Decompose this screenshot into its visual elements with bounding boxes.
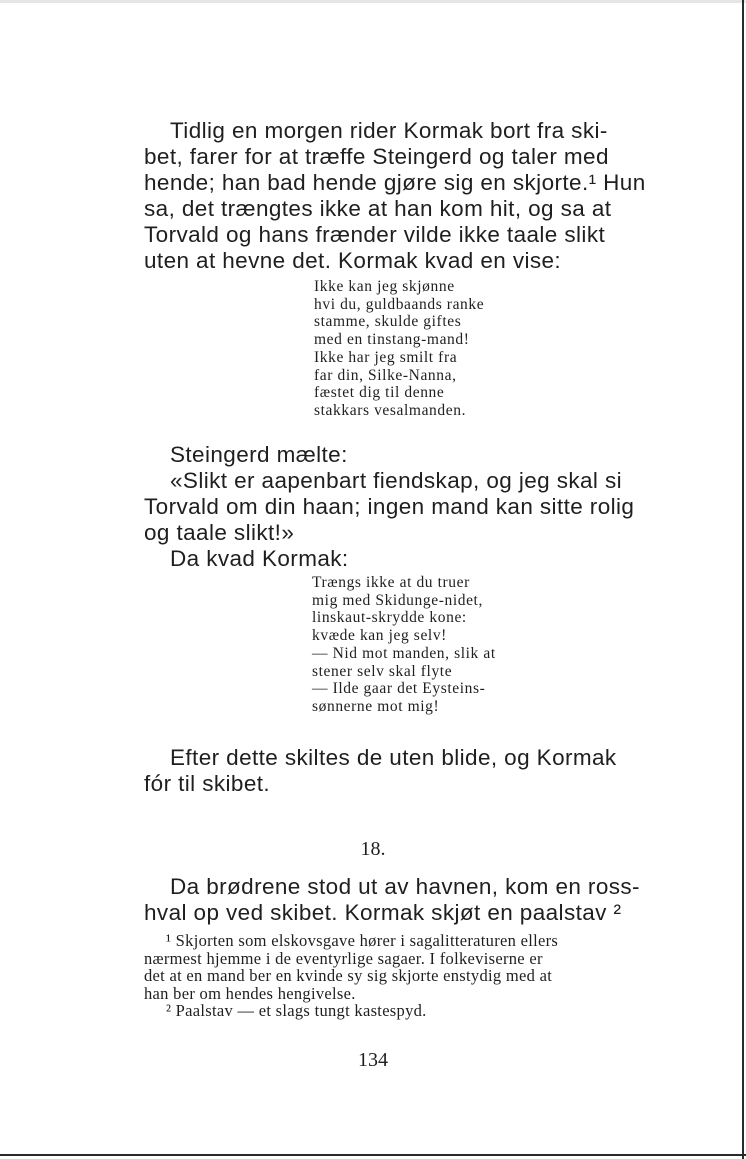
text-line: hval op ved skibet. Kormak skjøt en paalstav ² [144, 900, 622, 925]
verse-line: med en tinstang-mand! [314, 331, 470, 349]
verse-line: Trængs ikke at du truer [312, 574, 470, 591]
verse-line: linskaut-skrydde kone: [312, 609, 467, 627]
text-line: og taale slikt!» [144, 520, 295, 545]
text-line: Efter dette skiltes de uten blide, og Kormak [170, 745, 617, 770]
paragraph-3 [144, 745, 700, 797]
chapter-number: 18. [360, 838, 386, 860]
verse-line: fæstet dig til denne [314, 384, 445, 402]
verse-line: sønnerne mot mig! [312, 697, 440, 715]
paragraph-4 [144, 874, 700, 926]
verse-line: mig med Skidunge-nidet, [312, 591, 483, 609]
footnote-line: nærmest hjemme i de eventyrlige sagaer. I folkeviserne er [144, 948, 543, 968]
text-line: Torvald og hans frænder vilde ikke taale slikt [144, 222, 606, 247]
paragraph-2 [144, 442, 700, 572]
text-line: uten at hevne det. Kormak kvad en vise: [144, 248, 562, 273]
footnote-line: ¹ Skjorten som elskovsgave hører i sagalitteraturen ellers [166, 931, 559, 950]
verse-line: — Nid mot manden, slik at [312, 644, 496, 662]
text-line: Da brødrene stod ut av havnen, kom en ross- [170, 874, 640, 899]
page-right-edge [742, 0, 744, 1159]
verse-line: stamme, skulde giftes [314, 313, 462, 331]
verse-1 [314, 278, 484, 420]
paragraph-1 [144, 118, 700, 274]
page-number: 134 [358, 1049, 388, 1071]
footnote-line: det at en mand ber en kvinde sy sig skjorte enstydig med at [144, 966, 553, 986]
text-line: fór til skibet. [144, 771, 271, 796]
verse-line: hvi du, guldbaands ranke [314, 295, 485, 313]
verse-line: stakkars vesalmanden. [314, 401, 467, 419]
text-line: Steingerd mælte: [170, 442, 348, 467]
text-line: sa, det trængtes ikke at han kom hit, og sa at [144, 196, 612, 221]
text-line: Torvald om din haan; ingen mand kan sitte rolig [144, 494, 635, 519]
page-top-shade [0, 0, 746, 3]
text-line: «Slikt er aapenbart fiendskap, og jeg skal si [170, 468, 623, 493]
footnote-line: han ber om hendes hengivelse. [144, 983, 356, 1003]
page-bottom-edge [0, 1154, 746, 1156]
verse-2 [312, 574, 496, 716]
verse-line: Ikke kan jeg skjønne [314, 278, 455, 295]
verse-line: stener selv skal flyte [312, 662, 453, 680]
verse-line: far din, Silke-Nanna, [314, 366, 457, 384]
text-line: bet, farer for at træffe Steingerd og taler med [144, 144, 609, 169]
verse-line: kvæde kan jeg selv! [312, 627, 447, 645]
verse-line: Ikke har jeg smilt fra [314, 348, 458, 366]
text-line: hende; han bad hende gjøre sig en skjorte.¹ Hun [144, 170, 646, 195]
text-line: Tidlig en morgen rider Kormak bort fra ski- [170, 118, 608, 143]
footnote-line: ² Paalstav — et slags tungt kastespyd. [166, 1001, 427, 1021]
footnotes [144, 932, 704, 1020]
verse-line: — Ilde gaar det Eysteins- [312, 680, 486, 698]
text-line: Da kvad Kormak: [170, 546, 349, 571]
